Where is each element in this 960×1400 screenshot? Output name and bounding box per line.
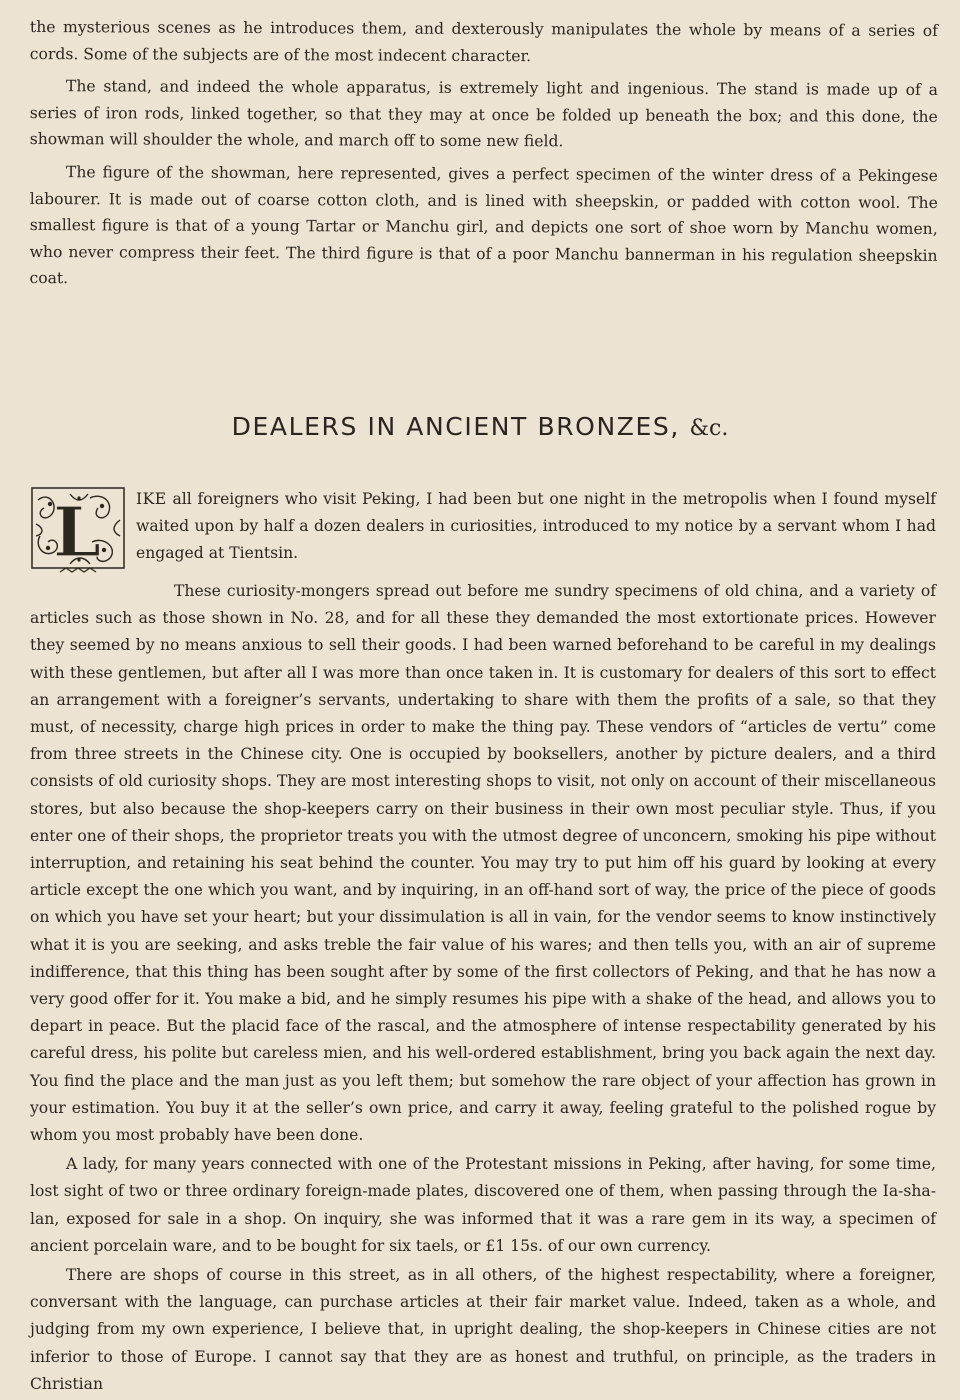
- body-paragraph-3: There are shops of course in this street, as in all others, of the highest respectability, where a foreigner, conversant with the language, can purchase articles at their fair market value. Indeed, taken as a whole, and judging from my own experience, I believe that, in upright dealing, the shop-keepers in Chinese cities are not inferior to those of Europe. I cannot say that they are as honest and truthful, on principle, as the traders in Christian: [30, 1266, 936, 1393]
- section-heading: [0, 412, 960, 441]
- intro-paragraph-2: The stand, and indeed the whole apparatus, is extremely light and ingenious. The stand is made up of a series of iron rods, linked together, so that they may at once be folded up beneath the box; and this done, the showman will shoulder the whole, and march off to some new field.: [29, 77, 938, 151]
- first-paragraph: [30, 486, 936, 568]
- section-title: DEALERS IN ANCIENT BRONZES,: [231, 412, 680, 441]
- ornamental-drop-cap: [30, 486, 128, 578]
- drop-cap-letter: L: [53, 493, 101, 573]
- continued-text-block: [30, 14, 938, 292]
- section-body: [30, 486, 936, 1398]
- body-paragraph-2: A lady, for many years connected with one of the Protestant missions in Peking, after having, for some time, lost sight of two or three ordinary foreign-made plates, discovered one of them, when passing through the Ia-sha-lan, exposed for sale in a shop. On inquiry, she was informed that it was a rare gem in its way, a specimen of ancient porcelain ware, and to be bought for six taels, or £1 15s. of our own currency.: [30, 1155, 936, 1255]
- first-word-rest: IKE: [136, 490, 167, 508]
- section-title-suffix: &c.: [689, 416, 729, 441]
- drop-cap-ornament-icon: [30, 486, 128, 578]
- intro-paragraph-3: The figure of the showman, here represented, gives a perfect specimen of the winter dress of a Pekingese labourer. It is made out of coarse cotton cloth, and is lined with sheepskin, or padded with cotton wool. The smallest figure is that of a young Tartar or Manchu girl, and depicts one sort of shoe worn by Manchu women, who never compress their feet. The third figure is that of a poor Manchu bannerman in his regulation sheepskin coat.: [29, 163, 938, 288]
- body-paragraph-1: These curiosity-mongers spread out before me sundry specimens of old china, and a variety of articles such as those shown in No. 28, and for all these they demanded the most extortionate prices. However they seemed by no means anxious to sell their goods. I had been warned beforehand to be careful in my dealings with these gentlemen, but after all I was more than once taken in. It is customary for dealers of this sort to effect an arrangement with a foreigner’s servants, undertaking to share with them the profits of a sale, so that they must, of necessity, charge high prices in order to make the thing pay. These vendors of “articles de vertu” come from three streets in the Chinese city. One is occupied by booksellers, another by picture dealers, and a third consists of old curiosity shops. They are most interesting shops to visit, not only on account of their miscellaneous stores, but also because the shop-keepers carry on their business in their own most peculiar style. Thus, if you enter one of their shops, the proprietor treats you with the utmost degree of unconcern, smoking his pipe without interruption, and retaining his seat behind the counter. You may try to put him off his guard by looking at every article except the one which you want, and by inquiring, in an off-hand sort of way, the price of the piece of goods on which you have set your heart; but your dissimulation is all in vain, for the vendor seems to know instinctively what it is you are seeking, and asks treble the fair value of his wares; and then tells you, with an air of supreme indifference, that this thing has been sought after by some of the first collectors of Peking, and that he has now a very good offer for it. You make a bid, and he simply resumes his pipe with a shake of the head, and allows you to depart in peace. But the placid face of the rascal, and the atmosphere of intense respectability generated by his careful dress, his polite but careless mien, and his well-ordered establishment, bring you back again the next day. You find the place and the man just as you left them; but somehow the rare object of your affection has grown in your estimation. You buy it at the seller’s own price, and carry it away, feeling grateful to the polished rogue by whom you most probably have been done.: [30, 582, 936, 1145]
- intro-paragraph-1: the mysterious scenes as he introduces them, and dexterously manipulates the whole by means of a series of cords. Some of the subjects are of the most indecent character.: [29, 17, 938, 65]
- first-paragraph-rest: all foreigners who visit Peking, I had been but one night in the metropolis when I found myself waited upon by half a dozen dealers in curiosities, introduced to my notice by a servant whom I had engaged at Tientsin.: [136, 490, 936, 563]
